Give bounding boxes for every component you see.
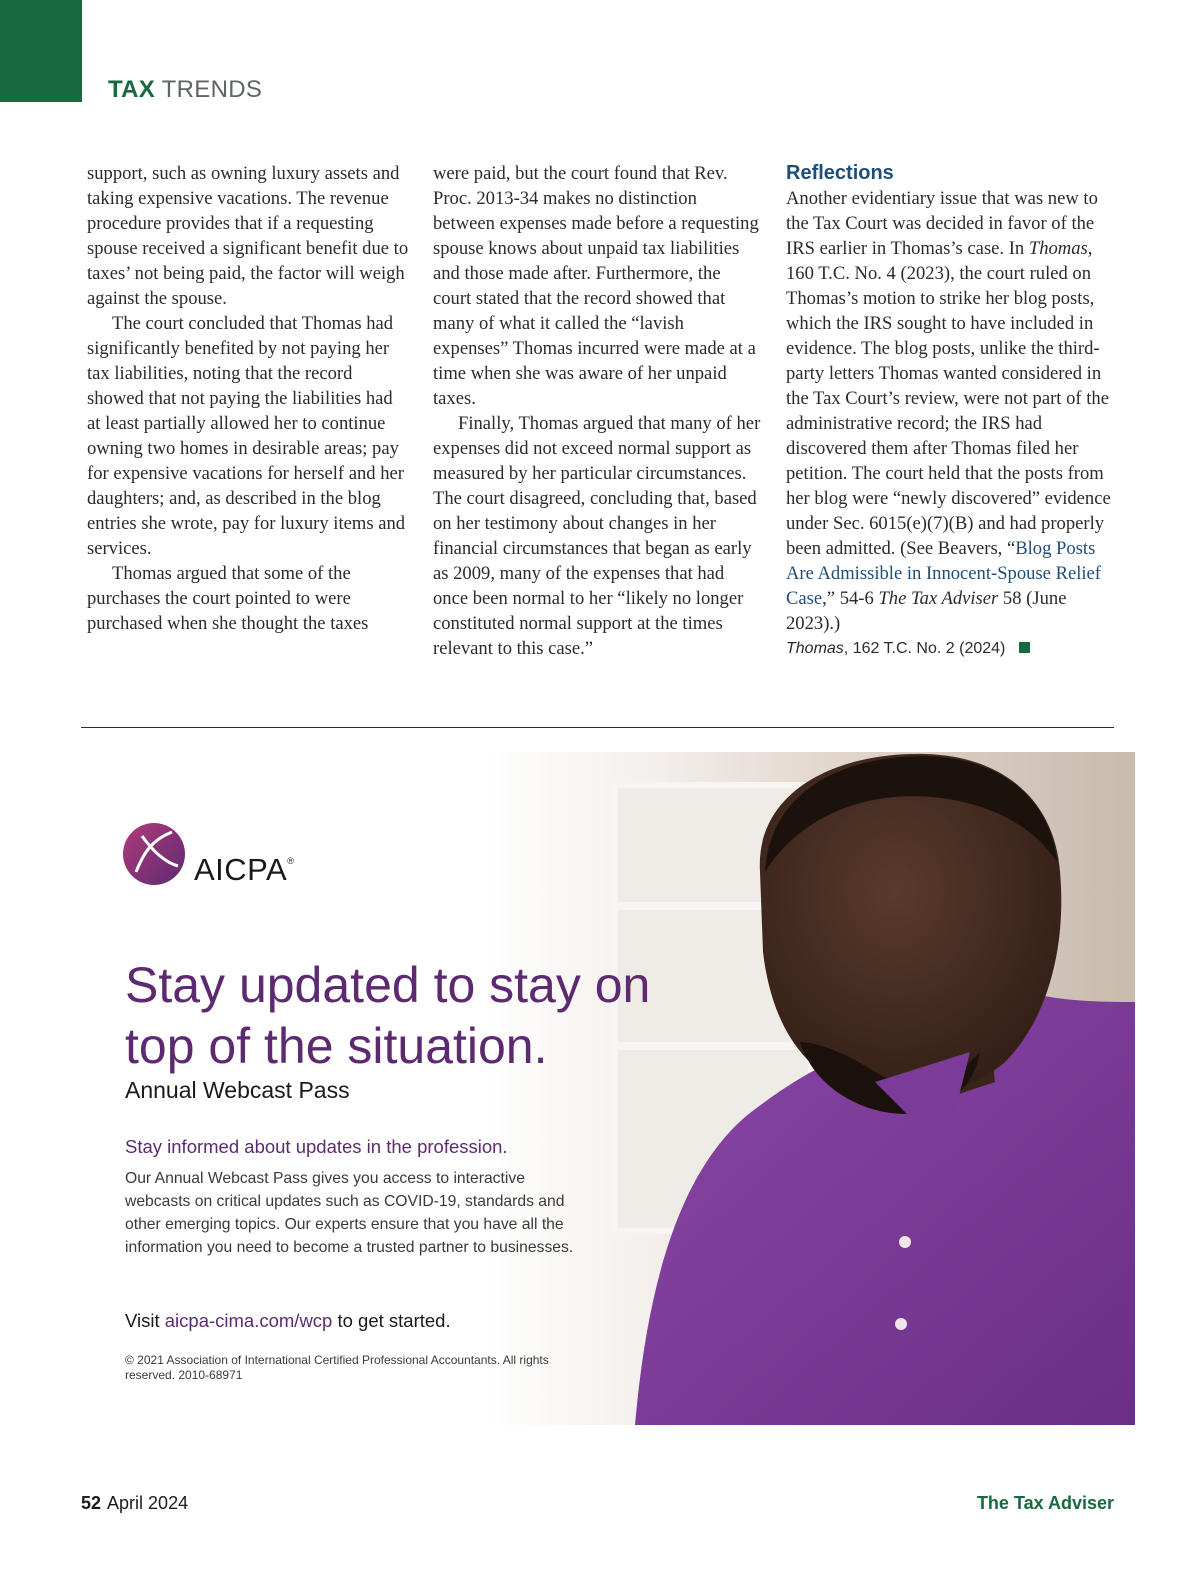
section-heading xyxy=(108,76,262,104)
article-column-1 xyxy=(87,161,409,636)
section-heading-light: TRENDS xyxy=(161,76,263,103)
ad-url-link[interactable]: aicpa-cima.com/wcp xyxy=(164,1310,333,1331)
paragraph: support, such as owning luxury assets and taking expensive vacations. The revenue procedure provides that if a requesting spouse received a significant benefit due to taxes’ not being paid, the factor will weigh against the spouse. xyxy=(87,163,409,309)
page-number: 52 xyxy=(81,1493,102,1513)
page-footer-left xyxy=(81,1493,188,1514)
case-citation xyxy=(786,636,1116,661)
publication-name: The Tax Adviser xyxy=(976,1493,1114,1513)
man-photo xyxy=(575,752,1135,1425)
registered-mark: ® xyxy=(287,856,295,866)
shirt-button xyxy=(899,1236,911,1248)
reflections-heading: Reflections xyxy=(786,162,894,184)
ad-copyright: © 2021 Association of International Certified Professional Accountants. All rights reserved. 2010-68971 xyxy=(125,1353,549,1382)
section-divider xyxy=(81,727,1114,728)
case-name: Thomas xyxy=(1028,238,1088,259)
paragraph: Finally, Thomas argued that many of her expenses did not exceed normal support as measured by her particular circumstances. The court disagreed, concluding that, based on her testimony about changes in her financial circumstances that began as early as 2009, many of the expenses that had once been normal to her “likely no longer constituted normal support at the times relevant to this case.” xyxy=(433,413,761,659)
paragraph: The court concluded that Thomas had significantly benefited by not paying her tax liabilities, noting that the record showed that not paying the liabilities had at least partially allowed her to continue owning two homes in desirable areas; pay for expensive vacations for herself and her daughters; and, as described in the blog entries she wrote, pay for luxury items and services. xyxy=(87,313,406,559)
end-mark-icon xyxy=(1019,642,1030,653)
paragraph xyxy=(786,186,1116,636)
visit-prefix: Visit xyxy=(125,1310,165,1331)
article-column-3 xyxy=(786,161,1116,661)
citation-rest: , 162 T.C. No. 2 (2024) xyxy=(843,640,1006,657)
aicpa-wordmark-text: AICPA xyxy=(194,852,288,887)
ad-lead: Stay informed about updates in the profession. xyxy=(125,1136,508,1157)
text-run: 58 (June 2023).) xyxy=(786,588,1067,634)
ad-headline: Stay updated to stay on top of the situation. xyxy=(125,957,651,1074)
journal-title: The Tax Adviser xyxy=(878,588,999,609)
text-run: , 160 T.C. No. 4 (2023), the court ruled on Thomas’s motion to strike her blog posts, which the IRS sought to have included in evidence. The blog posts, unlike the third-party letters Thomas wanted considered in the Tax Court’s review, were not part of the administrative record; the IRS had discovered them after Thomas filed her petition. The court held that the posts from her blog were “newly discovered” evidence under Sec. 6015(e)(7)(B) and had properly been admitted. (See Beavers, “ xyxy=(786,238,1111,559)
ad-body: Our Annual Webcast Pass gives you access to interactive webcasts on critical updates such as COVID-19, standards and other emerging topics. Our experts ensure that you have all the information you need to become a trusted partner to businesses. xyxy=(125,1170,574,1256)
ad-call-to-action xyxy=(125,1310,451,1332)
shirt-button xyxy=(895,1318,907,1330)
issue-date: April 2024 xyxy=(107,1493,189,1513)
aicpa-advertisement[interactable] xyxy=(82,752,1135,1425)
section-color-bar xyxy=(0,0,82,102)
aicpa-wordmark xyxy=(194,852,294,888)
paragraph: were paid, but the court found that Rev. Proc. 2013-34 makes no distinction between expenses made before a requesting spouse knows about unpaid tax liabilities and those made after. Furthermore, the court stated that the record showed that many of what it called the “lavish expenses” Thomas incurred were made at a time when she was aware of her unpaid taxes. xyxy=(433,163,759,409)
ad-subhead: Annual Webcast Pass xyxy=(125,1077,350,1103)
aicpa-logo-icon xyxy=(122,822,186,886)
article-column-2 xyxy=(433,161,763,661)
text-run: Another evidentiary issue that was new to the Tax Court was decided in favor of the IRS earlier in Thomas’s case. In xyxy=(786,188,1098,259)
text-run: ,” 54-6 xyxy=(822,588,879,609)
visit-suffix: to get started. xyxy=(332,1310,451,1331)
section-heading-bold: TAX xyxy=(108,76,156,103)
citation-case: Thomas xyxy=(786,640,844,657)
article-link[interactable]: Blog Posts Are Admissible in Innocent-Spouse Relief Case xyxy=(786,538,1102,609)
paragraph: Thomas argued that some of the purchases the court pointed to were purchased when she thought the taxes xyxy=(87,563,369,634)
